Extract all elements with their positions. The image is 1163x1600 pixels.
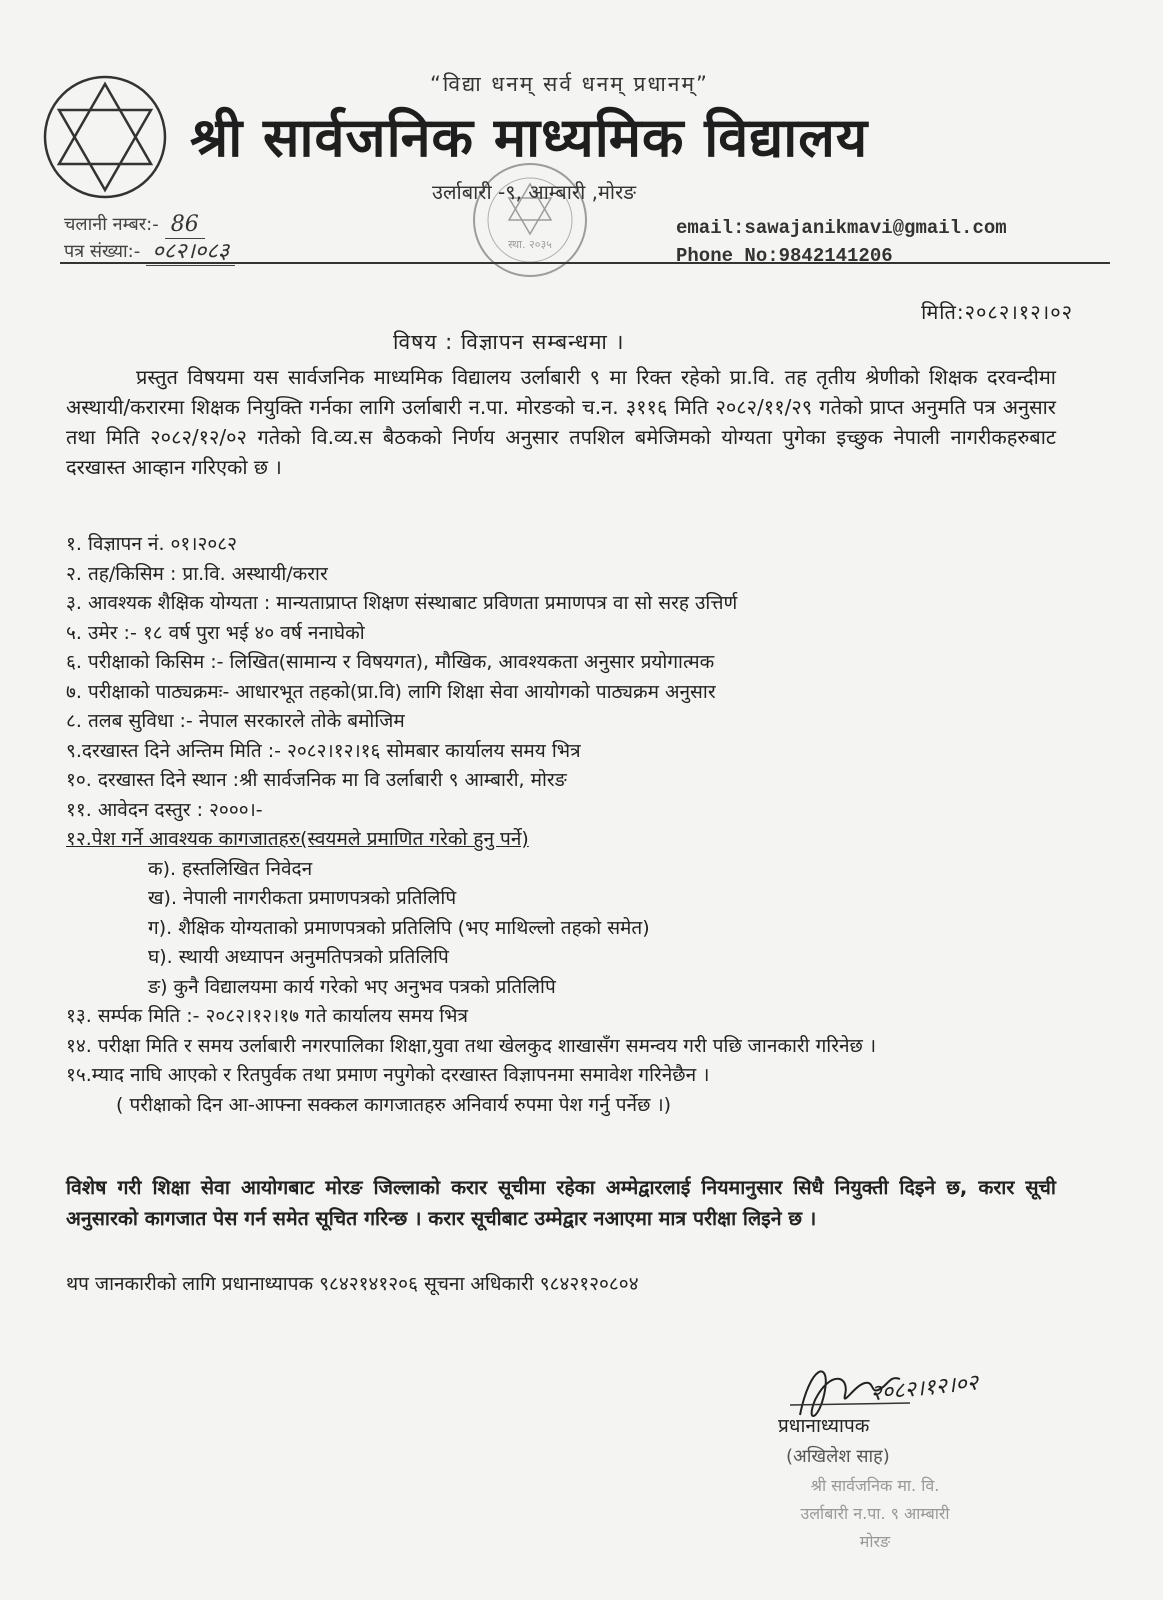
stamp-line: उर्लाबारी न.पा. ९ आम्बारी: [800, 1504, 950, 1523]
reference-block: [64, 212, 235, 266]
signature-date: २०८२।१२।०२: [869, 1370, 980, 1407]
body-paragraph: प्रस्तुत विषयमा यस सार्वजनिक माध्यमिक विद्यालय उर्लाबारी ९ मा रिक्त रहेको प्रा.वि. तह तृतीय श्रेणीको शिक्षक दरवन्दीमा अस्थायी/करारमा शिक्षक नियुक्ति गर्नका लागि उर्लाबारी न.पा. मोरङको च.न. ३११६ मिति २०८२/११/२९ गतेको प्राप्त अनुमति पत्र अनुसार तथा मिति २०८२/१२/०२ गतेको वि.व्य.स बैठकको निर्णय अनुसार तपशिल बमेजिमको योग्यता पुगेका इच्छुक नेपाली नागरीकहरुबाट दरखास्त आव्हान गरिएको छ ।: [66, 365, 1056, 479]
official-stamp: [760, 1472, 990, 1556]
list-item: ६. परीक्षाको किसिम :- लिखित(सामान्य र विषयगत), मौखिक, आवश्यकता अनुसार प्रयोगात्मक: [66, 651, 715, 673]
school-name: श्री सार्वजनिक माध्यमिक विद्यालय: [190, 106, 869, 169]
special-notice: विशेष गरी शिक्षा सेवा आयोगबाट मोरङ जिल्लाको करार सूचीमा रहेका अम्मेद्वारलाई नियमानुसार सिधै नियुक्ती दिइने छ, करार सूची अनुसारको कागजात पेस गर्न समेत सूचित गरिन्छ । करार सूचीबाट उम्मेद्वार नआएमा मात्र परीक्षा लिइने छ ।: [66, 1176, 1056, 1230]
list-item: ३. आवश्यक शैक्षिक योग्यता : मान्यताप्राप्त शिक्षण संस्थाबाट प्रविणता प्रमाणपत्र वा सो सरह उत्तिर्ण: [66, 592, 738, 614]
list-item: ख). नेपाली नागरीकता प्रमाणपत्रको प्रतिलिपि: [148, 887, 457, 909]
dispatch-number-label: चलानी नम्बर:-: [64, 214, 159, 235]
list-item: ७. परीक्षाको पाठ्यक्रमः- आधारभूत तहको(प्रा.वि) लागि शिक्षा सेवा आयोगको पाठ्यक्रम अनुसार: [66, 680, 716, 703]
email-text: email:sawajanikmavi@gmail.com: [676, 217, 1007, 239]
list-item: क). हस्तलिखित निवेदन: [148, 857, 313, 880]
school-motto: “विद्या धनम् सर्व धनम् प्रधानम्”: [430, 72, 709, 96]
header-divider: [60, 262, 1110, 264]
list-item: १०. दरखास्त दिने स्थान :श्री सार्वजनिक मा वि उर्लाबारी ९ आम्बारी, मोरङ: [66, 769, 567, 791]
signatory-name: (अखिलेश साह): [786, 1446, 890, 1467]
signatory-title: प्रधानाध्यापक: [778, 1415, 870, 1437]
list-item: १४. परीक्षा मिति र समय उर्लाबारी नगरपालिका शिक्षा,युवा तथा खेलकुद शाखासँग समन्वय गरी पछि जानकारी गरिनेछ ।: [66, 1034, 877, 1057]
stamp-line: मोरङ: [859, 1532, 891, 1551]
list-item: ५. उमेर :- १८ वर्ष पुरा भई ४० वर्ष ननाघेको: [66, 621, 365, 644]
stamp-line: श्री सार्वजनिक मा. वि.: [810, 1476, 940, 1495]
list-item: १३. सर्म्पक मिति :- २०८२।१२।१७ गते कार्यालय समय भित्र: [66, 1005, 469, 1027]
list-item: ङ) कुनै विद्यालयमा कार्य गरेको भए अनुभव पत्रको प्रतिलिपि: [148, 975, 556, 998]
letter-date: मिति:२०८२।१२।०२: [921, 300, 1073, 324]
school-seal-icon: [465, 150, 595, 290]
list-item: ८. तलब सुविधा :- नेपाल सरकारले तोके बमोजिम: [66, 710, 405, 732]
seal-year: स्था. २०३५: [508, 238, 552, 251]
star-emblem-icon: [40, 72, 170, 202]
list-item: ग). शैक्षिक योग्यताको प्रमाणपत्रको प्रतिलिपि (भए माथिल्लो तहको समेत): [148, 916, 650, 939]
documents-heading: १२.पेश गर्ने आवश्यक कागजातहरु(स्वयमले प्रमाणित गरेको हुनु पर्ने): [66, 828, 529, 850]
letter-subject: विषय : विज्ञापन सम्बन्धमा ।: [393, 330, 625, 354]
dispatch-number-value: 86: [165, 212, 205, 239]
list-item: ११. आवेदन दस्तुर : २०००।-: [66, 798, 263, 821]
list-item: १५.म्याद नाघि आएको र रितपुर्वक तथा प्रमाण नपुगेको दरखास्त विज्ञापनमा समावेश गरिनेछैन ।: [66, 1064, 710, 1086]
letter-number-label: पत्र संख्या:-: [64, 241, 141, 262]
school-address: उर्लाबारी -९, आम्बारी ,मोरङ: [432, 180, 637, 204]
list-item: १. विज्ञापन नं. ०१।२०८२: [66, 533, 238, 555]
list-item: ९.दरखास्त दिने अन्तिम मिति :- २०८२।१२।१६ सोमबार कार्यालय समय भित्र: [66, 739, 581, 762]
letter-number-value: ०८२।०८३: [146, 239, 235, 266]
requirements-list: [66, 530, 1066, 1120]
more-info-contacts: थप जानकारीको लागि प्रधानाध्यापक ९८४२१४१२०६ सूचना अधिकारी ९८४२१२०८०४: [66, 1273, 639, 1295]
list-item: २. तह/किसिम : प्रा.वि. अस्थायी/करार: [66, 562, 328, 585]
list-item: घ). स्थायी अध्यापन अनुमतिपत्रको प्रतिलिपि: [148, 946, 449, 968]
phone-text: Phone No:9842141206: [676, 245, 893, 267]
exam-day-note: ( परीक्षाको दिन आ-आफ्ना सक्कल कागजातहरु अनिवार्य रुपमा पेश गर्नु पर्नेछ ।): [116, 1093, 672, 1116]
